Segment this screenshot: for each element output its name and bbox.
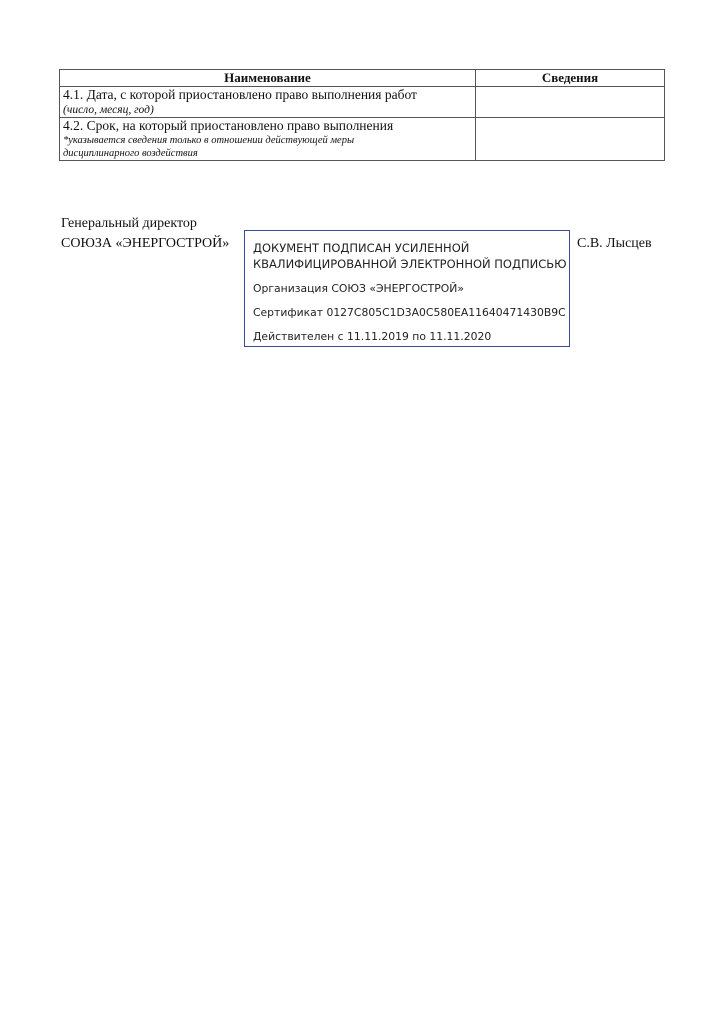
row-4-1-value — [476, 87, 665, 118]
row-4-2-note-cont: дисциплинарного воздействия — [63, 148, 198, 159]
stamp-title-line2: КВАЛИФИЦИРОВАННОЙ ЭЛЕКТРОННОЙ ПОДПИСЬЮ — [253, 257, 567, 271]
info-table — [59, 69, 665, 161]
header-info: Сведения — [476, 70, 665, 87]
header-name: Наименование — [60, 70, 476, 87]
stamp-validity: Действителен с 11.11.2019 по 11.11.2020 — [253, 330, 492, 343]
row-4-2-note: *указывается сведения только в отношении действующей меры — [63, 135, 355, 146]
e-signature-stamp — [244, 230, 570, 347]
row-4-2-label-cell — [60, 118, 476, 161]
table-row — [60, 87, 665, 118]
signer-name: С.В. Лысцев — [577, 236, 652, 251]
signer-role: Генеральный директор — [61, 216, 197, 231]
signer-org: СОЮЗА «ЭНЕРГОСТРОЙ» — [61, 236, 230, 251]
row-4-1-label: 4.1. Дата, с которой приостановлено право выполнения работ — [63, 87, 417, 102]
stamp-organization: Организация СОЮЗ «ЭНЕРГОСТРОЙ» — [253, 282, 464, 295]
row-4-1-note: (число, месяц, год) — [63, 104, 154, 116]
row-4-2-value — [476, 118, 665, 161]
stamp-title-line1: ДОКУМЕНТ ПОДПИСАН УСИЛЕННОЙ — [253, 241, 470, 255]
table-row — [60, 118, 665, 161]
stamp-certificate: Сертификат 0127C805C1D3A0C580EA11640471430B9C — [253, 306, 566, 319]
row-4-2-label: 4.2. Срок, на который приостановлено право выполнения — [63, 118, 394, 133]
table-header-row — [60, 70, 665, 87]
row-4-1-label-cell — [60, 87, 476, 118]
